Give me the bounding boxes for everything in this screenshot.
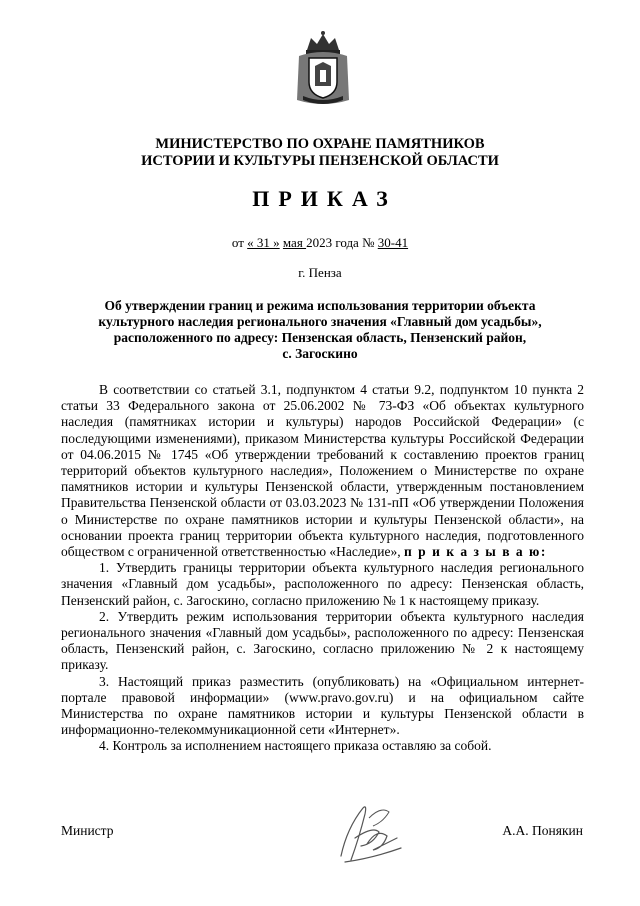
ministry-line-1: МИНИСТЕРСТВО ПО ОХРАНЕ ПАМЯТНИКОВ (155, 136, 485, 152)
date-day: « 31 » (247, 235, 280, 250)
date-month: мая (282, 235, 307, 250)
date-year: 2023 года № (306, 235, 375, 250)
date-prefix: от (231, 235, 244, 250)
preamble-text: В соответствии со статьей 3.1, подпунктом 4 статьи 9.2, подпунктом 10 пункта 2 статьи 33 Федерального закона от 25.06.2002 № 73-ФЗ «Об объектах культурного наследия (памятниках истории и культуры) народов Российской Федерации» (с последующими изменениями), приказом Министерства культуры Российской Федерации от 04.06.2015 № 1745 «Об утверждении требований к составлению проектов границ территорий объектов культурного наследия», Положением о Министерстве по охране памятников истории и культуры Пензенской области, утвержденным постановлением Правительства Пензенской области от 03.03.2023 № 131-пП «Об утверждении Положения о Министерстве по охране памятников истории и культуры Пензенской области», на основании проекта границ территории объекта культурного наследия, подготовленного обществом с ограниченной ответственностью «Наследие», (61, 382, 584, 560)
order-item-4: 4. Контроль за исполнением настоящего приказа оставляю за собой. (99, 738, 492, 754)
title-line: Об утверждении границ и режима использования территории объекта (104, 298, 536, 313)
document-type-heading: ПРИКАЗ (252, 186, 397, 211)
order-item-1: 1. Утвердить границы территории объекта культурного наследия регионального значения «Главный дом усадьбы», расположенного по адресу: Пензенская область, Пензенский район, с. Загоскино, согласно приложению № 1 к настоящему приказу. (61, 560, 584, 608)
coat-of-arms-icon (293, 30, 353, 106)
title-line: культурного наследия регионального значения «Главный дом усадьбы», (98, 314, 542, 329)
signer-name: А.А. Понякин (502, 823, 583, 838)
signer-role: Министр (61, 823, 114, 838)
preamble-paragraph (61, 382, 584, 560)
order-item-2: 2. Утвердить режим использования территории объекта культурного наследия регионального значения «Главный дом усадьбы», расположенного по адресу: Пензенская область, Пензенский район, с. Загоскино, согласно приложению № 2 к настоящему приказу. (61, 608, 584, 673)
ministry-name (0, 136, 640, 170)
ministry-line-2: ИСТОРИИ И КУЛЬТУРЫ ПЕНЗЕНСКОЙ ОБЛАСТИ (141, 153, 499, 169)
order-date-line (0, 235, 640, 251)
order-word: п р и к а з ы в а ю: (404, 544, 547, 560)
city: г. Пенза (298, 265, 342, 280)
title-line: с. Загоскино (282, 346, 358, 361)
order-number: 30-41 (377, 235, 409, 250)
order-item-3: 3. Настоящий приказ разместить (опубликовать) на «Официальном интернет-портале правовой информации» (www.pravo.gov.ru) и на официальном сайте Министерства по охране памятников истории и культуры Пензенской области в информационно-телекоммуникационной сети «Интернет». (61, 673, 584, 738)
order-title (60, 298, 580, 362)
title-line: расположенного по адресу: Пензенская область, Пензенский район, (113, 330, 527, 345)
handwritten-signature (333, 798, 405, 868)
order-body (61, 382, 584, 755)
